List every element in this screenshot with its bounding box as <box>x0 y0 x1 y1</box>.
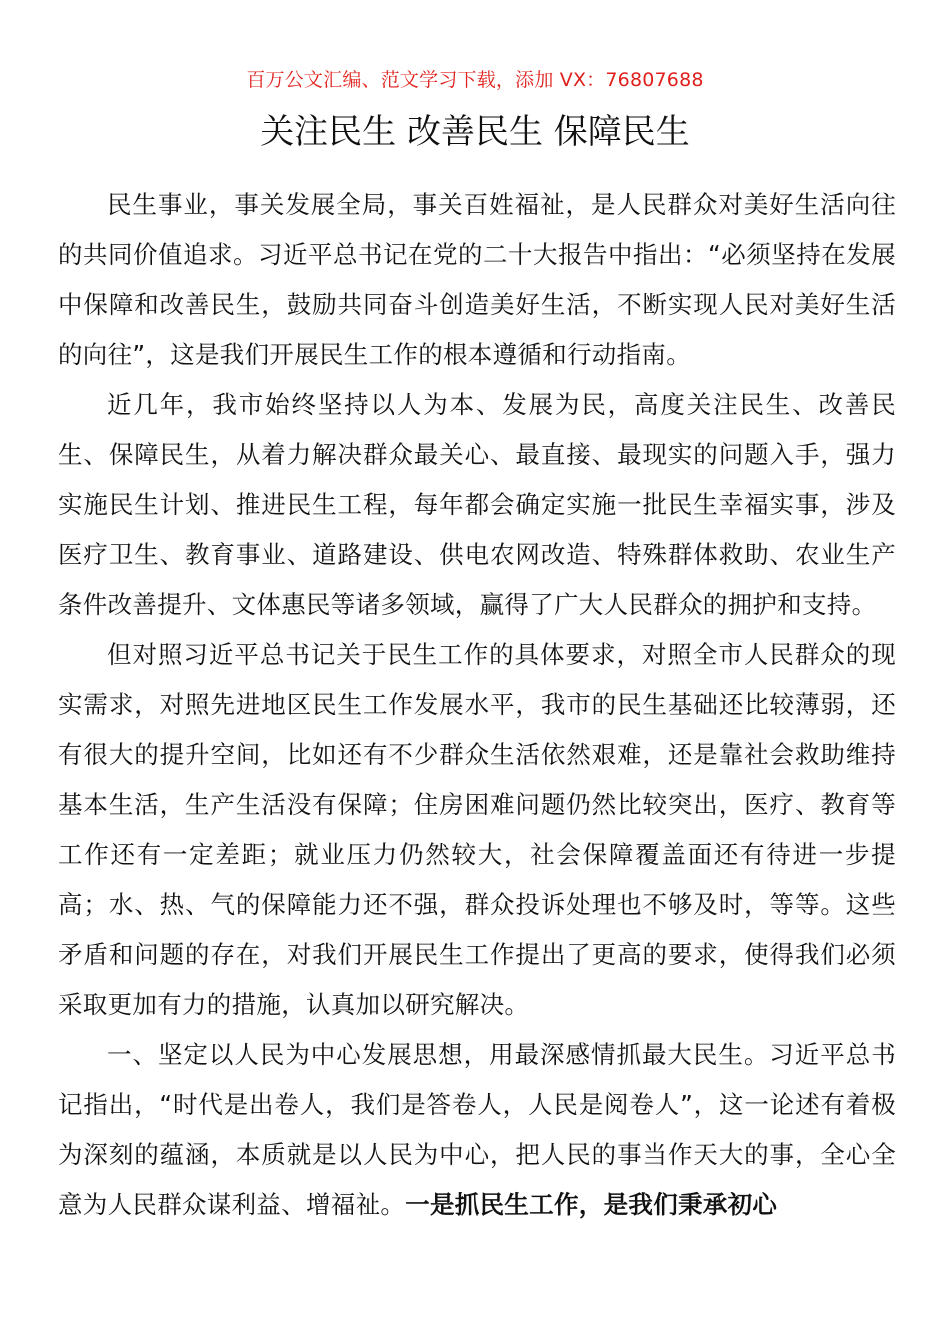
paragraph-3: 但对照习近平总书记关于民生工作的具体要求，对照全市人民群众的现实需求，对照先进地区民生工作发展水平，我市的民生基础还比较薄弱，还有很大的提升空间，比如还有不少群众生活依然艰难，还是靠社会救助维持基本生活，生产生活没有保障；住房困难问题仍然比较突出，医疗、教育等工作还有一定差距；就业压力仍然较大，社会保障覆盖面还有待进一步提高；水、热、气的保障能力还不强，群众投诉处理也不够及时，等等。这些矛盾和问题的存在，对我们开展民生工作提出了更高的要求，使得我们必须采取更加有力的措施，认真加以研究解决。 <box>58 640 896 1019</box>
paragraph-2: 近几年，我市始终坚持以人为本、发展为民，高度关注民生、改善民生、保障民生，从着力解决群众最关心、最直接、最现实的问题入手，强力实施民生计划、推进民生工程，每年都会确定实施一批民生幸福实事，涉及医疗卫生、教育事业、道路建设、供电农网改造、特殊群体救助、农业生产条件改善提升、文体惠民等诸多领域，赢得了广大人民群众的拥护和支持。 <box>58 390 896 619</box>
paragraph-4-bold-text: 一是抓民生工作，是我们秉承初心 <box>405 1190 778 1219</box>
paragraph-4-text: 一、坚定以人民为中心发展思想，用最深感情抓最大民生。习近平总书记指出，“时代是出卷人，我们是答卷人，人民是阅卷人”，这一论述有着极为深刻的蕴涵，本质就是以人民为中心，把人民的事当作天大的事，全心全意为人民群众谋利益、增福祉。 <box>58 1040 896 1219</box>
paragraph-1: 民生事业，事关发展全局，事关百姓福祉，是人民群众对美好生活向往的共同价值追求。习近平总书记在党的二十大报告中指出：“必须坚持在发展中保障和改善民生，鼓励共同奋斗创造美好生活，不断实现人民对美好生活的向往”，这是我们开展民生工作的根本遵循和行动指南。 <box>58 190 896 369</box>
page-title: 关注民生 改善民生 保障民生 <box>260 112 690 152</box>
document-body <box>58 180 896 1230</box>
paragraph-4 <box>58 1030 896 1230</box>
download-banner: 百万公文汇编、范文学习下载，添加 VX：76807688 <box>246 69 704 91</box>
